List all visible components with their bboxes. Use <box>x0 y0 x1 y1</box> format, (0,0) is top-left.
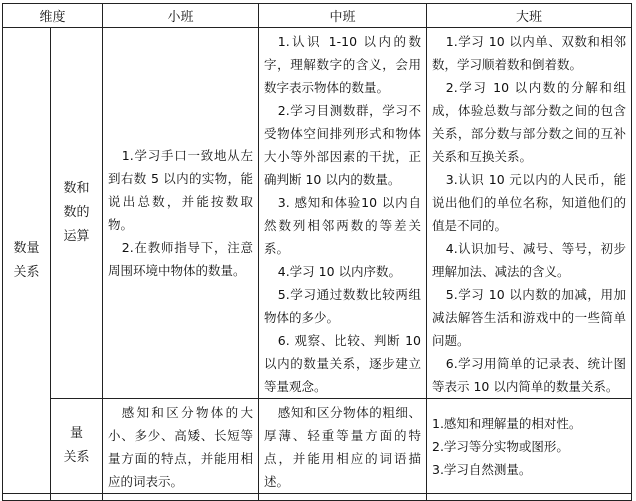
header-dimension: 维度 <box>3 4 103 28</box>
sub-label-number-operation <box>51 28 103 399</box>
goal-item: 2.学习目测数群，学习不受物体空间排列形式和物体大小等外部因素的干扰，正确判断 10 以内的数量。 <box>264 103 421 187</box>
header-row <box>3 4 632 28</box>
domain-label-cell <box>3 28 51 494</box>
goal-item: 3.认识 10 元以内的人民币，能说出他们的单位名称，知道他们的值是不同的。 <box>432 172 626 233</box>
goal-item: 1.学习 10 以内单、双数和相邻数，学习顺着数和倒着数。 <box>432 34 626 72</box>
table-row-continuation <box>3 494 632 501</box>
goal-item: 感知和区分物体的大小、多少、高矮、长短等量方面的特点，并能用相应的词表示。 <box>108 405 253 489</box>
goal-item: 4.认识加号、减号、等号，初步理解加法、减法的含义。 <box>432 241 626 279</box>
header-small-class: 小班 <box>103 4 259 28</box>
table-row-number-operation <box>3 28 632 399</box>
sub-label-line: 数的 <box>63 205 90 220</box>
header-large-class: 大班 <box>427 4 632 28</box>
goal-item: 5.学习通过数数比较两组物体的多少。 <box>264 287 421 325</box>
goal-item: 3.学习自然测量。 <box>432 461 532 477</box>
curriculum-table <box>2 3 632 501</box>
empty-cell <box>3 494 51 501</box>
goal-item: 2.在教师指导下，注意周围环境中物体的数量。 <box>108 240 253 278</box>
goal-item: 1.认识 1-10 以内的数字，理解数字的含义，会用数字表示物体的数量。 <box>264 34 421 95</box>
goal-item: 5.学习 10 以内数的加减，用加减法解答生活和游戏中的一些简单问题。 <box>432 287 626 348</box>
table-row-quantity <box>3 399 632 494</box>
small-class-number-cell <box>103 28 259 399</box>
sub-label-line: 运算 <box>63 229 90 244</box>
middle-class-number-cell <box>259 28 427 399</box>
empty-cell <box>259 494 427 501</box>
goal-item: 3. 感知和体验10 以内自然数列相邻两数的等差关系。 <box>264 195 421 256</box>
middle-class-quantity-cell <box>259 399 427 494</box>
empty-cell <box>51 494 103 501</box>
sub-label-quantity <box>51 399 103 494</box>
small-class-quantity-cell <box>103 399 259 494</box>
empty-cell <box>103 494 259 501</box>
empty-cell <box>427 494 632 501</box>
large-class-number-cell <box>427 28 632 399</box>
domain-label-line2: 关系 <box>13 264 40 280</box>
sub-label-line: 数和 <box>63 181 90 196</box>
header-middle-class: 中班 <box>259 4 427 28</box>
domain-label-line1: 数量 <box>13 240 40 256</box>
goal-item: 2.学习等分实物或图形。 <box>432 438 569 454</box>
goal-item: 2.学习 10 以内数的分解和组成，体验总数与部分数之间的包含关系，部分数与部分数之间的互补关系和互换关系。 <box>432 80 626 164</box>
goal-item: 1.感知和理解量的相对性。 <box>432 415 582 431</box>
goal-item: 感知和区分物体的粗细、厚薄、轻重等量方面的特点，并能用相应的词语描述。 <box>264 405 421 489</box>
goal-item: 6. 观察、比较、判断 10 以内的数量关系，逐步建立等量观念。 <box>264 333 421 394</box>
goal-item: 1.学习手口一致地从左到右数 5 以内的实物，能说出总数，并能按数取物。 <box>108 148 253 232</box>
goal-item: 4.学习 10 以内序数。 <box>277 264 402 279</box>
large-class-quantity-cell <box>427 399 632 494</box>
goal-item: 6.学习用简单的记录表、统计图等表示 10 以内简单的数量关系。 <box>432 356 626 394</box>
sub-label-line: 量 <box>69 426 83 441</box>
sub-label-line: 关系 <box>63 450 90 465</box>
